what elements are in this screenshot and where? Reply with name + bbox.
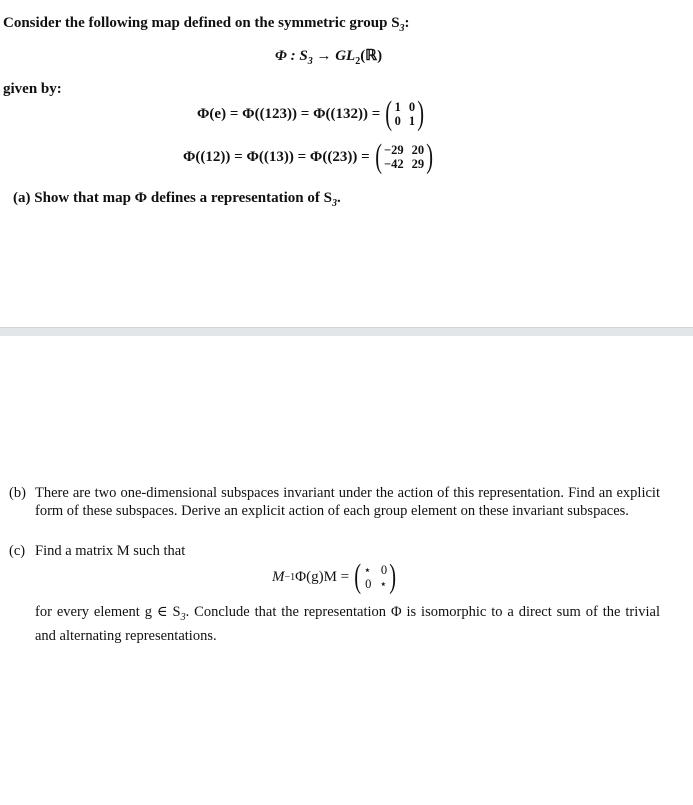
section-divider — [0, 327, 693, 336]
identity-matrix: ( 1 0 0 1 ) — [385, 95, 425, 132]
matrix-cell: 0 — [394, 114, 401, 128]
question-b-label: (b) — [9, 485, 26, 501]
equation-identity-lhs: Φ(e) = Φ((123)) = Φ((132)) = — [197, 105, 381, 122]
question-c-conclusion: for every element g ∈ $S_3$. Conclude that the representation Φ is isomorphic to a direct sum of the trivial and alternating representations. — [35, 604, 660, 644]
matrix-cell: 1 — [408, 114, 416, 128]
equation-identity — [197, 97, 426, 131]
given-by-label: given by: — [3, 81, 62, 97]
matrix-cell: 1 — [394, 100, 401, 114]
matrix-cell: 29 — [411, 157, 425, 171]
equation-transpositions-lhs: Φ((12)) = Φ((13)) = Φ((23)) = — [183, 148, 370, 165]
matrix-cell: ⋆ — [379, 577, 388, 591]
matrix-cell: −29 — [383, 143, 404, 157]
matrix-cell: 20 — [411, 143, 425, 157]
matrix-cell: 0 — [408, 100, 416, 114]
intro-text: Consider the following map defined on the symmetric group $S_3$: — [3, 15, 410, 34]
question-b-text: There are two one-dimensional subspaces invariant under the action of this representation. Find an explicit form of these subspaces. Derive an explicit action of each group element on these invariant subspaces. — [35, 485, 660, 519]
matrix-cell: 0 — [365, 577, 372, 591]
question-a: (a) Show that map Φ defines a representation of $S_3$. — [13, 190, 341, 209]
matrix-cell: ⋆ — [363, 563, 372, 577]
equation-transpositions — [183, 140, 435, 174]
transposition-matrix: ( −29 20 −42 29 ) — [374, 138, 434, 175]
map-definition: Φ : $S_3$ → $GL_2(ℝ)$ — [275, 48, 383, 67]
diagonal-matrix: ( ⋆ 0 0 ⋆ ) — [354, 558, 397, 595]
question-c-text: Find a matrix M such that — [35, 543, 186, 559]
question-c-label: (c) — [9, 543, 26, 559]
matrix-cell: 0 — [380, 563, 388, 577]
equation-diagonal: M −1 Φ(g)M = ( ⋆ 0 0 ⋆ ) — [272, 560, 398, 594]
matrix-cell: −42 — [383, 157, 404, 171]
